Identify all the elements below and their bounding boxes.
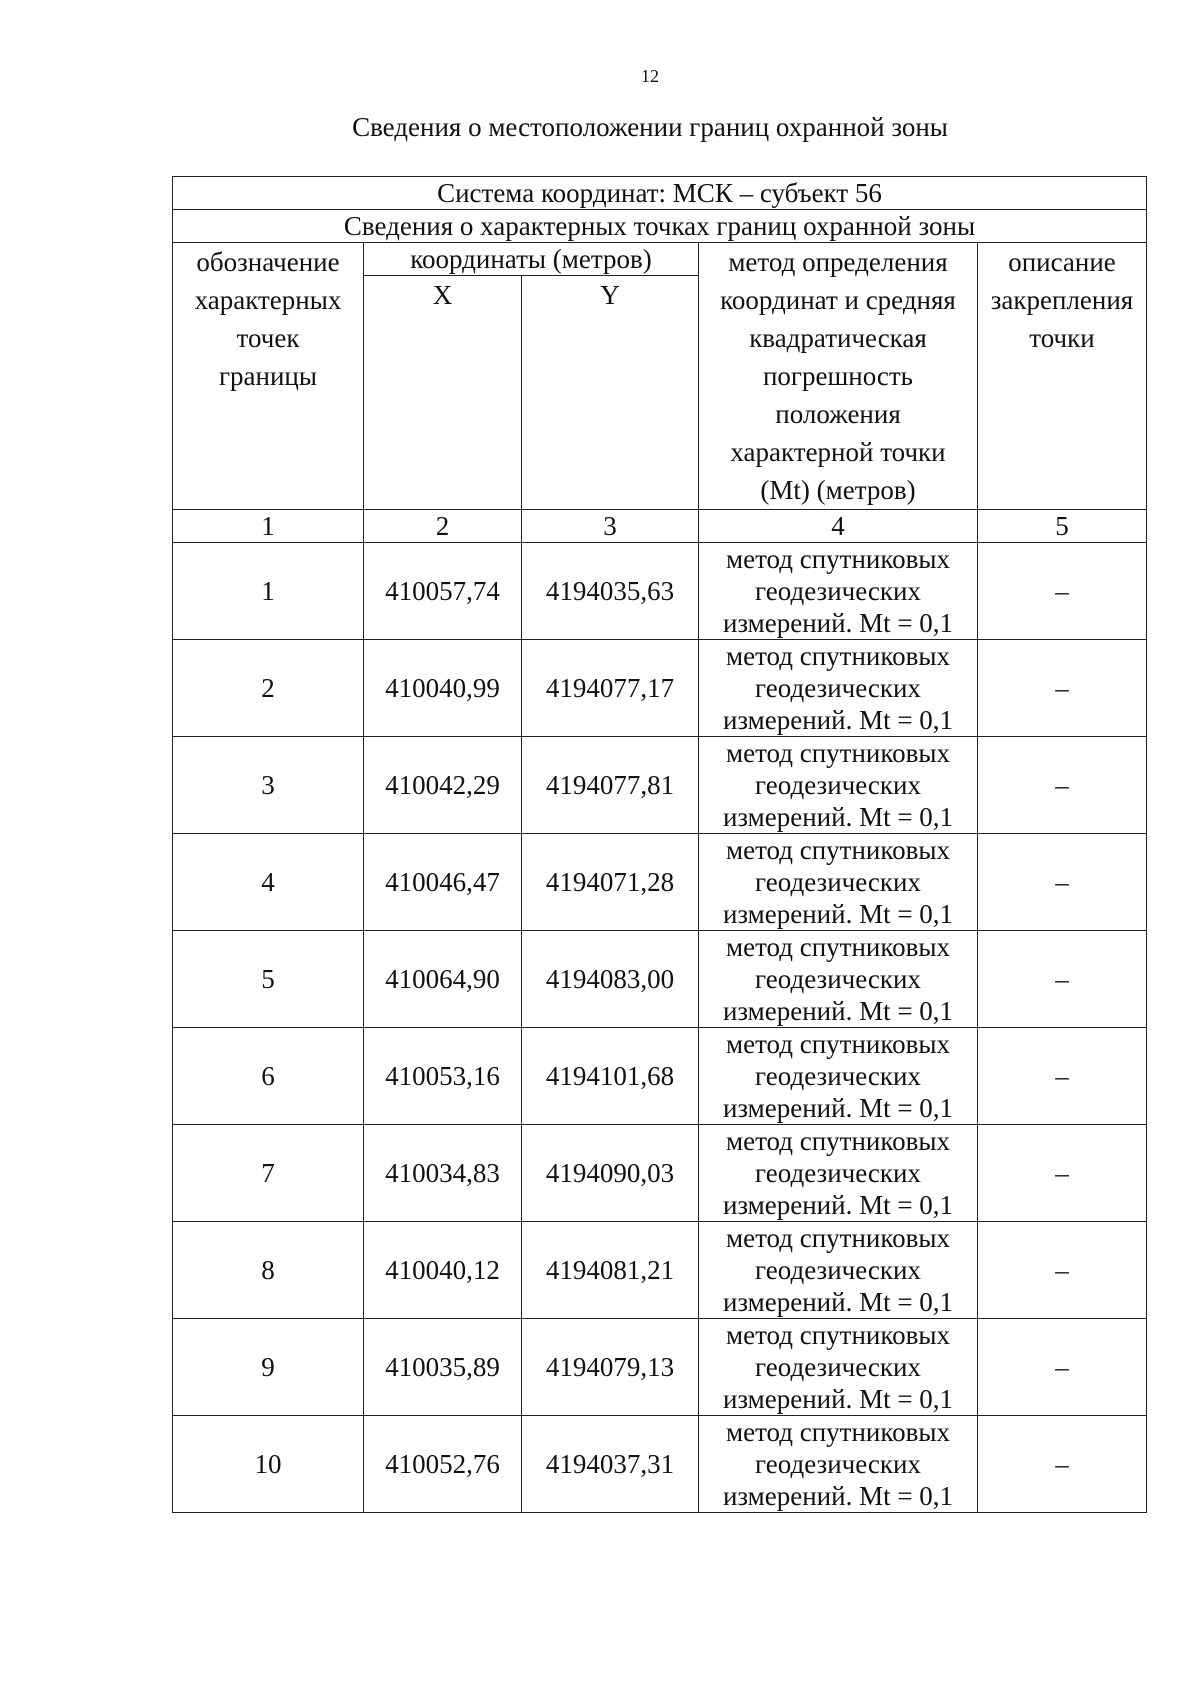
header-designation-line: характерных [194, 285, 342, 315]
method-line: измерений. Mt = 0,1 [722, 1190, 954, 1220]
header-method [699, 243, 978, 510]
coord-y: 4194079,13 [522, 1319, 699, 1416]
method-line: метод спутниковых [726, 641, 950, 671]
coord-y: 4194101,68 [522, 1028, 699, 1125]
header-designation-line: границы [218, 361, 318, 391]
point-number: 6 [173, 1028, 364, 1125]
coord-y: 4194083,00 [522, 931, 699, 1028]
points-header-cell: Сведения о характерных точках границ охранной зоны [173, 210, 1147, 243]
description-cell: – [978, 640, 1147, 737]
coord-system-cell: Система координат: МСК – субъект 56 [173, 177, 1147, 210]
coord-y: 4194090,03 [522, 1125, 699, 1222]
description-cell: – [978, 543, 1147, 640]
coord-x: 410040,99 [364, 640, 522, 737]
point-number: 8 [173, 1222, 364, 1319]
method-line: измерений. Mt = 0,1 [722, 802, 954, 832]
header-description [978, 243, 1147, 510]
description-cell: – [978, 1319, 1147, 1416]
coord-x: 410035,89 [364, 1319, 522, 1416]
method-line: геодезических [755, 1255, 921, 1285]
method-line: геодезических [755, 1158, 921, 1188]
coord-x: 410042,29 [364, 737, 522, 834]
method-line: геодезических [755, 770, 921, 800]
header-coordinates: координаты (метров) [364, 243, 699, 276]
method-line: метод спутниковых [726, 1223, 950, 1253]
column-numbers-row [173, 510, 1147, 543]
method-cell [699, 1028, 978, 1125]
method-line: метод спутниковых [726, 835, 950, 865]
method-line: геодезических [755, 673, 921, 703]
description-cell: – [978, 1416, 1147, 1513]
table-row [173, 1416, 1147, 1513]
header-designation-line: обозначение [196, 247, 340, 277]
coord-x: 410052,76 [364, 1416, 522, 1513]
table-row [173, 640, 1147, 737]
method-line: геодезических [755, 1352, 921, 1382]
header-description-line: точки [1029, 323, 1095, 353]
column-number: 2 [364, 510, 522, 543]
table-row [173, 543, 1147, 640]
column-number: 3 [522, 510, 699, 543]
coordinates-table [172, 176, 1147, 1513]
column-number: 5 [978, 510, 1147, 543]
method-line: измерений. Mt = 0,1 [722, 1287, 954, 1317]
coord-x: 410064,90 [364, 931, 522, 1028]
header-description-line: описание [1008, 247, 1116, 277]
table-row [173, 931, 1147, 1028]
coord-x: 410040,12 [364, 1222, 522, 1319]
column-header-row [173, 243, 1147, 276]
method-line: метод спутниковых [726, 1126, 950, 1156]
header-method-line: погрешность [762, 361, 914, 391]
page-number: 12 [641, 66, 659, 86]
header-method-line: (Mt) (метров) [760, 475, 916, 505]
coord-x: 410034,83 [364, 1125, 522, 1222]
header-method-line: положения [775, 399, 901, 429]
header-method-line: квадратическая [749, 323, 927, 353]
method-cell [699, 543, 978, 640]
method-cell [699, 931, 978, 1028]
coord-y: 4194071,28 [522, 834, 699, 931]
method-line: метод спутниковых [726, 738, 950, 768]
coord-y: 4194081,21 [522, 1222, 699, 1319]
coord-x: 410046,47 [364, 834, 522, 931]
description-cell: – [978, 931, 1147, 1028]
header-designation [173, 243, 364, 510]
method-cell [699, 1125, 978, 1222]
description-cell: – [978, 1028, 1147, 1125]
coord-y: 4194037,31 [522, 1416, 699, 1513]
table-row [173, 737, 1147, 834]
table-row [173, 1125, 1147, 1222]
header-method-line: координат и средняя [720, 285, 956, 315]
method-line: измерений. Mt = 0,1 [722, 996, 954, 1026]
coord-y: 4194077,81 [522, 737, 699, 834]
description-cell: – [978, 737, 1147, 834]
data-rows [173, 543, 1147, 1513]
method-line: геодезических [755, 867, 921, 897]
header-designation-line: точек [236, 323, 300, 353]
coord-y: 4194077,17 [522, 640, 699, 737]
point-number: 4 [173, 834, 364, 931]
method-line: измерений. Mt = 0,1 [722, 1481, 954, 1511]
method-line: измерений. Mt = 0,1 [722, 608, 954, 638]
method-line: геодезических [755, 1061, 921, 1091]
description-cell: – [978, 1222, 1147, 1319]
page-title: Сведения о местоположении границ охранной зоны [352, 112, 948, 142]
table-row [173, 1222, 1147, 1319]
method-line: метод спутниковых [726, 1320, 950, 1350]
point-number: 1 [173, 543, 364, 640]
point-number: 10 [173, 1416, 364, 1513]
column-number: 4 [699, 510, 978, 543]
method-line: геодезических [755, 1449, 921, 1479]
method-cell [699, 1319, 978, 1416]
header-method-line: метод определения [728, 247, 948, 277]
method-line: измерений. Mt = 0,1 [722, 1384, 954, 1414]
coord-x: 410053,16 [364, 1028, 522, 1125]
header-x: X [364, 276, 522, 510]
method-line: метод спутниковых [726, 1029, 950, 1059]
method-line: метод спутниковых [726, 544, 950, 574]
method-line: измерений. Mt = 0,1 [722, 1093, 954, 1123]
method-line: геодезических [755, 964, 921, 994]
table-row [173, 1319, 1147, 1416]
method-cell [699, 834, 978, 931]
coord-system-row [173, 177, 1147, 210]
method-line: геодезических [755, 576, 921, 606]
column-number: 1 [173, 510, 364, 543]
method-line: метод спутниковых [726, 932, 950, 962]
method-cell [699, 1222, 978, 1319]
header-method-line: характерной точки [730, 437, 946, 467]
method-line: измерений. Mt = 0,1 [722, 705, 954, 735]
description-cell: – [978, 834, 1147, 931]
table-row [173, 834, 1147, 931]
method-cell [699, 640, 978, 737]
method-line: измерений. Mt = 0,1 [722, 899, 954, 929]
point-number: 2 [173, 640, 364, 737]
method-cell [699, 1416, 978, 1513]
point-number: 5 [173, 931, 364, 1028]
point-number: 7 [173, 1125, 364, 1222]
points-header-row [173, 210, 1147, 243]
header-y: Y [522, 276, 699, 510]
point-number: 3 [173, 737, 364, 834]
point-number: 9 [173, 1319, 364, 1416]
coord-x: 410057,74 [364, 543, 522, 640]
table-row [173, 1028, 1147, 1125]
method-line: метод спутниковых [726, 1417, 950, 1447]
method-cell [699, 737, 978, 834]
header-description-line: закрепления [990, 285, 1134, 315]
description-cell: – [978, 1125, 1147, 1222]
coord-y: 4194035,63 [522, 543, 699, 640]
